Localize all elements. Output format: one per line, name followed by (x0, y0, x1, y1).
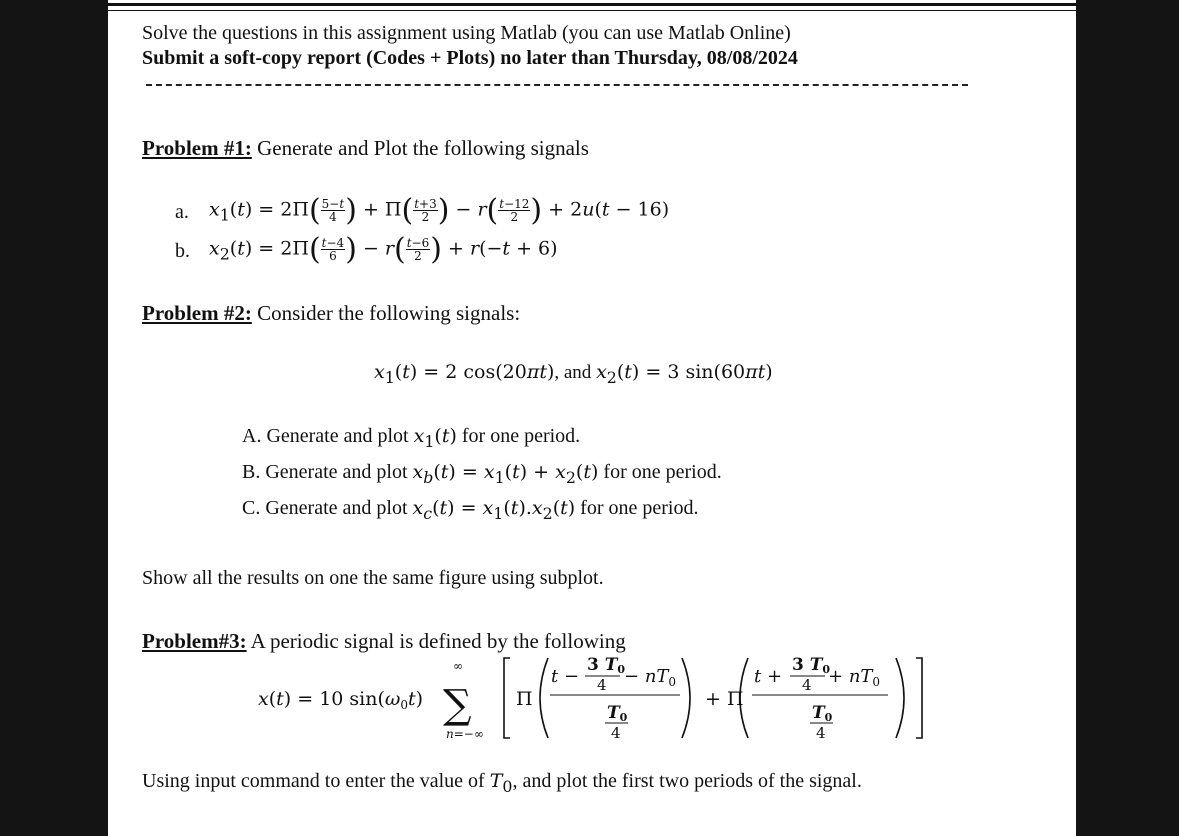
svg-text:∑: ∑ (443, 682, 472, 728)
problem2-item-b: B. Generate and plot $x_b(t) = x_1(t) + x_2(t)$ for one period. (242, 461, 722, 487)
svg-text:T0: T0 (607, 703, 628, 724)
top-double-rule (108, 3, 1076, 11)
svg-text:3 T0: 3 T0 (792, 655, 831, 676)
problem2-item-a-tail: for one period. (461, 425, 581, 447)
svg-text:4: 4 (597, 676, 607, 694)
dashed-separator (146, 84, 968, 86)
header-deadline: Submit a soft-copy report (Codes + Plots) no later than Thursday, 08/08/2024 (142, 47, 798, 69)
problem2-item-b-tail: for one period. (603, 461, 722, 483)
problem2-and-text: , and (554, 362, 597, 383)
svg-text:t +: t + (754, 666, 783, 687)
problem2-item-b-text: B. Generate and plot (242, 461, 408, 483)
problem3-heading: A periodic signal is defined by the following (246, 629, 626, 653)
svg-text:Π: Π (516, 688, 533, 710)
problem1-heading: Generate and Plot the following signals (251, 136, 589, 160)
problem2-item-c-tail: for one period. (580, 497, 699, 519)
svg-text:t −: t − (551, 666, 580, 687)
problem3-instructions-end: , and plot the first two periods of the signal. (512, 770, 862, 792)
problem1-item-a-label: a. (175, 201, 189, 223)
problem2-item-c-text: C. Generate and plot (242, 497, 408, 519)
right-dark-margin (1076, 0, 1179, 836)
problem1-title (142, 136, 589, 161)
problem2-item-a-text: A. Generate and plot (242, 425, 409, 447)
svg-text:4: 4 (611, 724, 621, 742)
problem1-label: Problem #1: (142, 136, 252, 160)
svg-text:x(t) = 10 sin(ω0t): x(t) = 10 $\sin(\omega_0t)$ (258, 688, 424, 712)
problem1-equation-b: $x_2(t) = 2\Pi$( $\frac{t-4}{6}$ ) − r( $\frac{t-6}{2}$ ) + r(−t + 6) (209, 232, 558, 267)
problem3-instructions-start: Using input command to enter the value of (142, 770, 485, 792)
svg-text:T0: T0 (812, 703, 833, 724)
problem2-label: Problem #2: (142, 301, 252, 325)
problem3-equation (248, 650, 948, 745)
svg-text:∞: ∞ (453, 659, 463, 673)
problem2-title (142, 301, 520, 326)
problem3-instructions: Using input command to enter the value of $T_0$, and plot the first two periods of the signal. (142, 770, 862, 796)
svg-text:− nT0: − $nT_0$ (624, 666, 677, 689)
problem1-item-b-label: b. (175, 240, 190, 262)
problem2-item-a: A. Generate and plot $x_1(t)$ for one period. (242, 425, 581, 451)
svg-text:+ Π: + Π (705, 688, 744, 710)
svg-text:4: 4 (816, 724, 826, 742)
svg-text:4: 4 (802, 676, 812, 694)
problem1-equation-a: $x_1(t) = 2\Pi$( $\frac{5-t}{4}$ ) + Π( $\frac{t+3}{2}$ ) − r( $\frac{t-12}{2}$ ) + 2u(t − 16) (209, 193, 670, 228)
header-instructions: Solve the questions in this assignment using Matlab (you can use Matlab Online) (142, 22, 791, 44)
problem3-label: Problem#3: (142, 629, 247, 653)
svg-text:n=−∞: n=−∞ (446, 727, 484, 741)
problem2-signal-equations: $x_1(t) = 2$ cos(20πt), and $x_2(t) = 3$ sin(60πt) (374, 361, 773, 387)
problem2-heading: Consider the following signals: (251, 301, 521, 325)
svg-text:+ nT0: + $nT_0$ (828, 666, 881, 689)
document-page (108, 0, 1076, 836)
left-dark-margin (0, 0, 108, 836)
svg-text:3 T0: 3 T0 (587, 655, 626, 676)
problem2-item-c: C. Generate and plot $x_c(t) = x_1(t).x_2(t)$ for one period. (242, 497, 699, 523)
problem2-subplot-note: Show all the results on one the same figure using subplot. (142, 567, 604, 589)
